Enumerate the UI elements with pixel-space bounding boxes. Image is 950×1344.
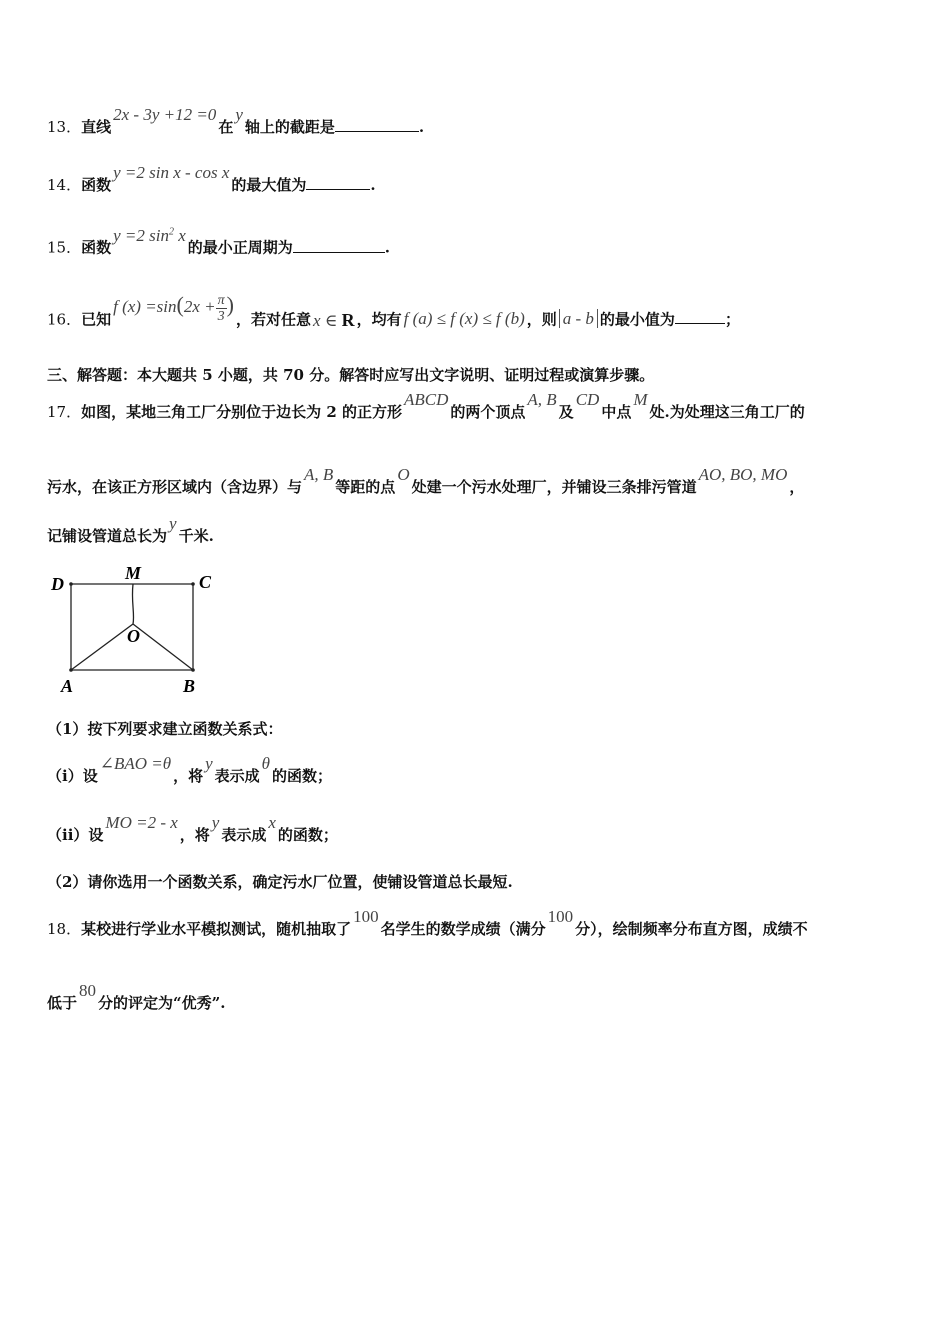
numerator: π <box>217 293 225 308</box>
text: 处.为处理这三角工厂的 <box>649 403 805 421</box>
equation: y =2 sin x - cos x <box>113 163 230 182</box>
eq-part: x <box>178 225 186 245</box>
math: ∠BAO =θ <box>99 754 172 773</box>
equation: 2x - 3y +12 =0 <box>113 105 217 124</box>
equation <box>113 226 186 245</box>
label-o: O <box>127 626 140 646</box>
section-heading: 三、解答题：本大题共 5 小题，共 70 分。解答时应写出文字说明、证明过程或演算步骤。 <box>47 366 655 384</box>
text: 分的评定为“优秀”. <box>98 994 226 1012</box>
question-18-line-2 <box>47 981 226 1014</box>
absolute-value: a - b <box>559 309 598 328</box>
text: （ii）设 <box>47 826 104 844</box>
math: x <box>268 813 276 832</box>
math: O <box>397 465 410 484</box>
part-1: （1）按下列要求建立函数关系式： <box>47 720 283 738</box>
text: 函数 <box>81 176 112 194</box>
text: 分），绘制频率分布直方图，成绩不 <box>575 920 808 938</box>
point-d <box>69 582 73 586</box>
text: 表示成 <box>221 826 267 844</box>
text: 千米. <box>178 527 214 545</box>
pipe-mo <box>132 584 133 624</box>
math: AO, BO, MO <box>698 465 788 484</box>
fraction <box>216 293 227 324</box>
exponent: 2 <box>168 226 174 237</box>
question-17 <box>47 390 805 423</box>
question-number: 16． <box>47 310 82 329</box>
question-number: 15． <box>47 238 82 257</box>
point-c <box>191 582 195 586</box>
text: ； <box>724 310 740 329</box>
question-14 <box>47 163 376 196</box>
text: 如图，某地三角工厂分别位于边长为 2 的正方形 <box>81 403 402 421</box>
text: 的两个顶点 <box>450 403 526 421</box>
math: A, B <box>304 465 334 484</box>
part-1-i <box>47 754 333 787</box>
text: 及 <box>558 403 574 421</box>
text: ， <box>789 478 805 496</box>
text: 的函数； <box>277 826 338 844</box>
math: y <box>211 813 220 832</box>
math: M <box>633 390 648 409</box>
text: 某校进行学业水平模拟测试，随机抽取了 <box>81 920 352 938</box>
text: 名学生的数学成绩（满分 <box>380 920 546 938</box>
function-definition <box>113 292 234 324</box>
denominator: 3 <box>217 309 225 324</box>
text: ，均有 <box>356 310 402 329</box>
text: 已知 <box>81 310 112 329</box>
answer-blank[interactable] <box>335 116 419 132</box>
question-number: 13． <box>47 118 82 136</box>
label-b: B <box>183 676 196 696</box>
paren: ( <box>176 292 184 318</box>
math: A, B <box>527 390 557 409</box>
label-m: M <box>125 563 142 583</box>
text: 污水，在该正方形区域内（含边界）与 <box>47 478 303 496</box>
pipe-ao <box>71 624 133 670</box>
part-1-ii <box>47 813 338 846</box>
text: . <box>418 118 425 136</box>
math: ABCD <box>403 390 449 409</box>
math: CD <box>575 390 600 409</box>
math: MO =2 - x <box>105 813 178 832</box>
text: 等距的点 <box>335 478 396 496</box>
text: ，则 <box>526 310 557 329</box>
variable: y <box>235 105 243 124</box>
text: 的最小正周期为 <box>187 238 293 257</box>
question-number: 18． <box>47 920 82 938</box>
pipe-bo <box>133 624 193 670</box>
question-number: 14． <box>47 176 82 194</box>
answer-blank[interactable] <box>293 237 385 253</box>
question-13 <box>47 105 425 138</box>
label-c: C <box>199 572 212 592</box>
math: y <box>205 754 213 773</box>
eq-part: f (x) =sin <box>113 297 177 317</box>
text: 的最大值为 <box>231 176 307 194</box>
square-figure <box>47 562 227 698</box>
question-17-line-2 <box>47 465 805 498</box>
answer-blank[interactable] <box>306 174 370 190</box>
label-a: A <box>61 676 74 696</box>
question-number: 17． <box>47 403 82 421</box>
math: θ <box>261 754 271 773</box>
answer-blank[interactable] <box>675 308 725 324</box>
eq-part: 2x + <box>183 297 216 317</box>
inequality: f (a) ≤ f (x) ≤ f (b) <box>403 309 525 329</box>
text: . <box>384 238 391 257</box>
question-18 <box>47 907 808 940</box>
text: 的函数； <box>272 767 333 785</box>
text: ，将 <box>173 767 204 785</box>
text: . <box>370 176 376 194</box>
math: 80 <box>79 981 97 1000</box>
real-set: R <box>341 310 355 331</box>
text: 直线 <box>81 118 112 136</box>
text: 轴上的截距是 <box>244 118 335 136</box>
math: 100 <box>547 907 574 926</box>
text: 表示成 <box>214 767 260 785</box>
text: 的最小值为 <box>599 310 675 329</box>
text: 函数 <box>81 238 112 257</box>
text: 处建一个污水处理厂，并铺设三条排污管道 <box>411 478 697 496</box>
math: y <box>169 514 177 533</box>
part-2: （2）请你选用一个函数关系，确定污水厂位置，使铺设管道总长最短. <box>47 873 513 891</box>
text: 在 <box>218 118 234 136</box>
eq-part: y =2 sin <box>113 225 169 245</box>
math: 100 <box>353 907 379 926</box>
point-b <box>191 668 195 672</box>
text: ，若对任意 <box>235 310 311 329</box>
label-d: D <box>51 574 64 594</box>
text: 记铺设管道总长为 <box>47 527 168 545</box>
text: （i）设 <box>47 767 98 785</box>
paren: ) <box>226 292 234 318</box>
text: ，将 <box>179 826 210 844</box>
domain <box>313 311 355 330</box>
point-a <box>69 668 73 672</box>
text: 中点 <box>601 403 632 421</box>
text: 低于 <box>47 994 78 1012</box>
question-17-line-3 <box>47 514 214 547</box>
question-15 <box>47 225 391 259</box>
eq-part: x ∈ <box>312 311 338 331</box>
question-16 <box>47 292 740 336</box>
